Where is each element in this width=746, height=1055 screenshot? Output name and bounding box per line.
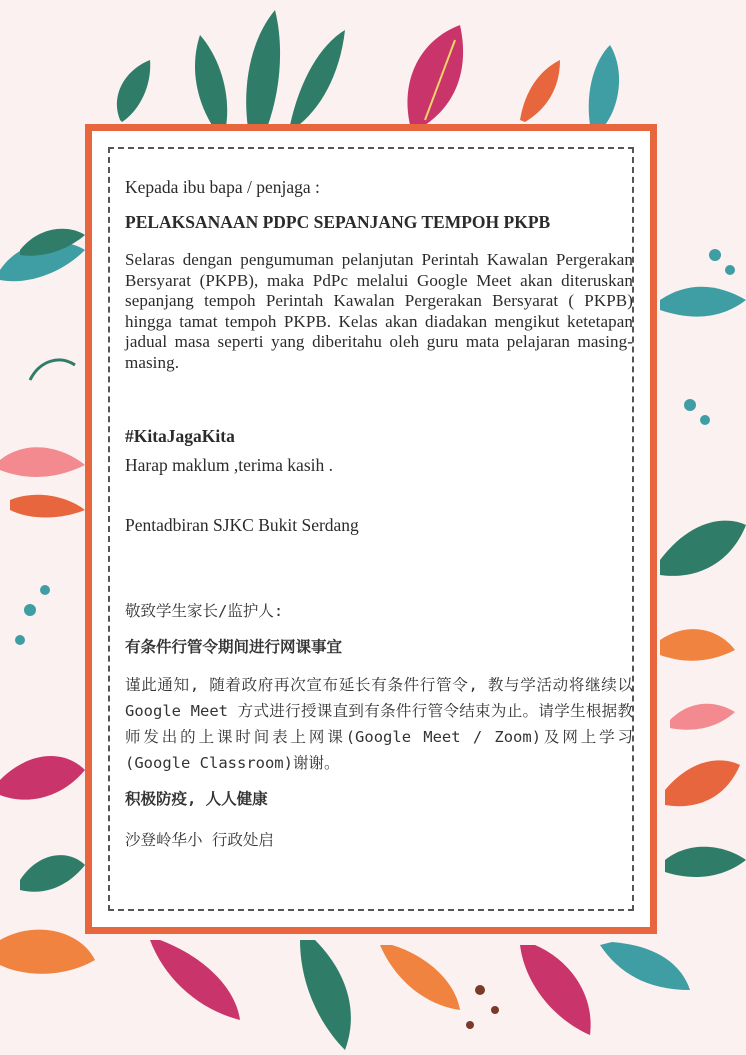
thanks-ms: Harap maklum ,terima kasih . xyxy=(125,454,333,475)
leaf-cluster-bottom xyxy=(150,940,690,1050)
notice-frame xyxy=(85,124,657,934)
greeting-zh: 敬致学生家长/监护人: xyxy=(125,601,284,620)
signoff-ms: Pentadbiran SJKC Bukit Serdang xyxy=(125,514,359,535)
greeting-ms: Kepada ibu bapa / penjaga : xyxy=(125,177,320,197)
hashtag: #KitaJagaKita xyxy=(125,425,235,446)
body-ms: Selaras dengan pengumuman pelanjutan Perintah Kawalan Pergerakan Bersyarat (PKPB), maka PdPc melalui Google Meet akan diteruskan sepanjang tempoh Perintah Kawalan Pergerakan Bersyarat ( PKPB) hingga tamat tempoh PKPB. Kelas akan diadakan mengikut ketetapan jadual masa seperti yang diberitahu oleh guru mata pelajaran masing- masing. xyxy=(125,250,633,372)
signoff-zh: 沙登岭华小 行政处启 xyxy=(125,830,274,849)
title-zh: 有条件行管令期间进行网课事宜 xyxy=(125,637,343,656)
title-ms: PELAKSANAAN PDPC SEPANJANG TEMPOH PKPB xyxy=(125,212,551,232)
leaf-cluster-top-left xyxy=(117,10,345,140)
notice-content xyxy=(125,177,633,854)
leaf-cluster-right xyxy=(660,249,746,877)
leaf-cluster-left xyxy=(0,229,95,974)
teal-leaf-top-right xyxy=(589,45,619,125)
slogan-zh: 积极防疫, 人人健康 xyxy=(125,789,268,808)
body-zh: 谨此通知, 随着政府再次宣布延长有条件行管令, 教与学活动将继续以Google Meet 方式进行授课直到有条件行管令结束为止。请学生根据教师发出的上课时间表上网课(Google Meet / Zoom)及网上学习(Google Classroom)谢谢。 xyxy=(125,675,633,772)
